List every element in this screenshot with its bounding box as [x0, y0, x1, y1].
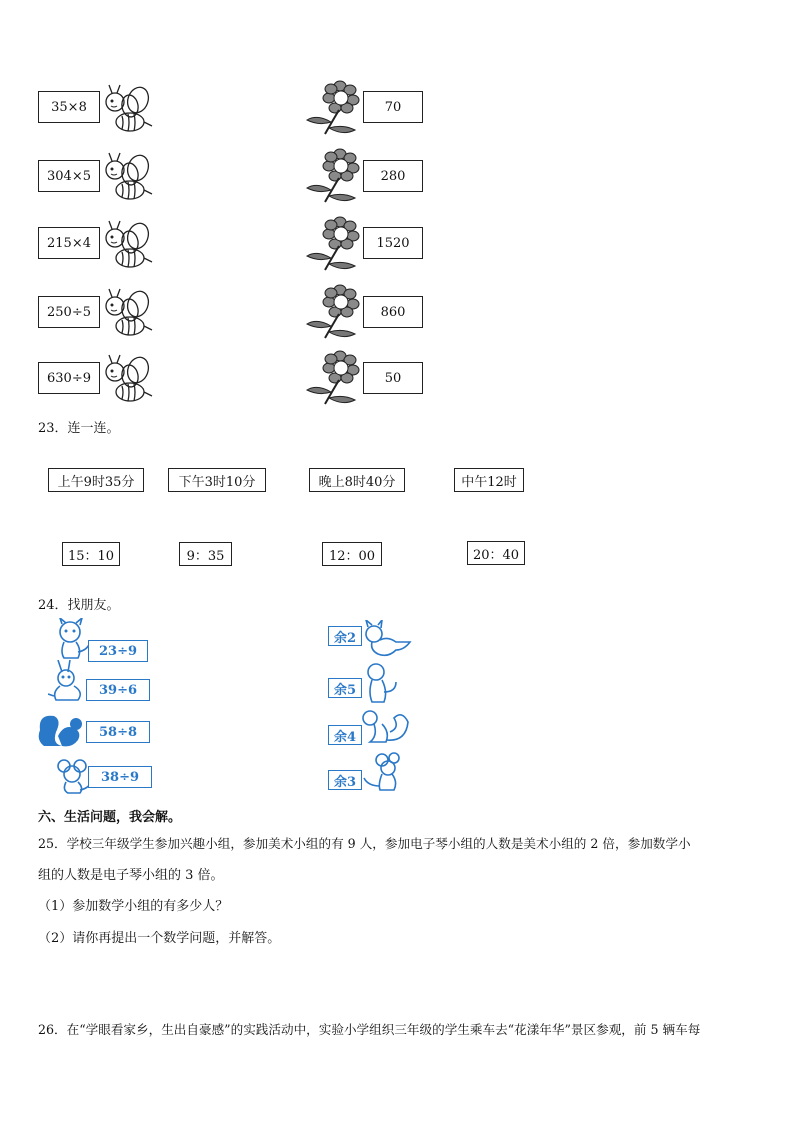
result-box[interactable]: 860: [363, 296, 423, 328]
result-box[interactable]: 50: [363, 362, 423, 394]
division-box[interactable]: 23÷9: [88, 640, 148, 662]
expression-box[interactable]: 35×8: [38, 91, 100, 123]
time-digital-box[interactable]: 15：10: [62, 542, 120, 566]
time-digital-box[interactable]: 20：40: [467, 541, 525, 565]
division-box[interactable]: 38÷9: [88, 766, 152, 788]
bee-icon: [100, 284, 156, 342]
division-box[interactable]: 39÷6: [86, 679, 150, 701]
flower-icon: [303, 216, 361, 272]
monkey-icon: [362, 662, 402, 704]
question-25-line-2: 组的人数是电子琴小组的 3 倍。: [38, 868, 224, 883]
expression-box[interactable]: 250÷5: [38, 296, 100, 328]
time-text-box[interactable]: 下午3时10分: [168, 468, 266, 492]
question-25-sub-2: （2）请你再提出一个数学问题，并解答。: [38, 931, 281, 946]
squirrel-outline-icon: [356, 706, 412, 748]
remainder-box[interactable]: 余4: [328, 725, 362, 745]
time-digital-box[interactable]: 12：00: [322, 542, 382, 566]
question-25-sub-1: （1）参加数学小组的有多少人？: [38, 899, 229, 914]
time-text-box[interactable]: 晚上8时40分: [309, 468, 405, 492]
flower-icon: [303, 80, 361, 136]
expression-box[interactable]: 304×5: [38, 160, 100, 192]
flower-icon: [303, 148, 361, 204]
question-26-line-1: 26．在“学眼看家乡，生出自豪感”的实践活动中，实验小学组织三年级的学生乘车去“花漾年华”景区参观，前 5 辆车每: [38, 1022, 701, 1037]
expression-box[interactable]: 215×4: [38, 227, 100, 259]
question-24-title: 24．找朋友。: [38, 598, 120, 613]
bee-icon: [100, 148, 156, 206]
question-25-line-1: 25．学校三年级学生参加兴趣小组，参加美术小组的有 9 人，参加电子琴小组的人数是美术小组的 2 倍，参加数学小: [38, 836, 691, 851]
division-box[interactable]: 58÷8: [86, 721, 150, 743]
section-6-title: 六、生活问题，我会解。: [38, 810, 182, 825]
remainder-box[interactable]: 余2: [328, 626, 362, 646]
bee-icon: [100, 216, 156, 274]
result-box[interactable]: 1520: [363, 227, 423, 259]
flower-icon: [303, 284, 361, 340]
expression-box[interactable]: 630÷9: [38, 362, 100, 394]
result-box[interactable]: 280: [363, 160, 423, 192]
result-box[interactable]: 70: [363, 91, 423, 123]
fox-icon: [360, 620, 414, 660]
time-digital-box[interactable]: 9：35: [179, 542, 232, 566]
bee-icon: [100, 350, 156, 408]
time-text-box[interactable]: 上午9时35分: [48, 468, 144, 492]
flower-icon: [303, 350, 361, 406]
bee-icon: [100, 80, 156, 138]
time-text-box[interactable]: 中午12时: [454, 468, 524, 492]
remainder-box[interactable]: 余3: [328, 770, 362, 790]
question-23-title: 23．连一连。: [38, 421, 120, 436]
mouse-outline-icon: [360, 752, 406, 792]
squirrel-icon: [38, 710, 90, 750]
remainder-box[interactable]: 余5: [328, 678, 362, 698]
